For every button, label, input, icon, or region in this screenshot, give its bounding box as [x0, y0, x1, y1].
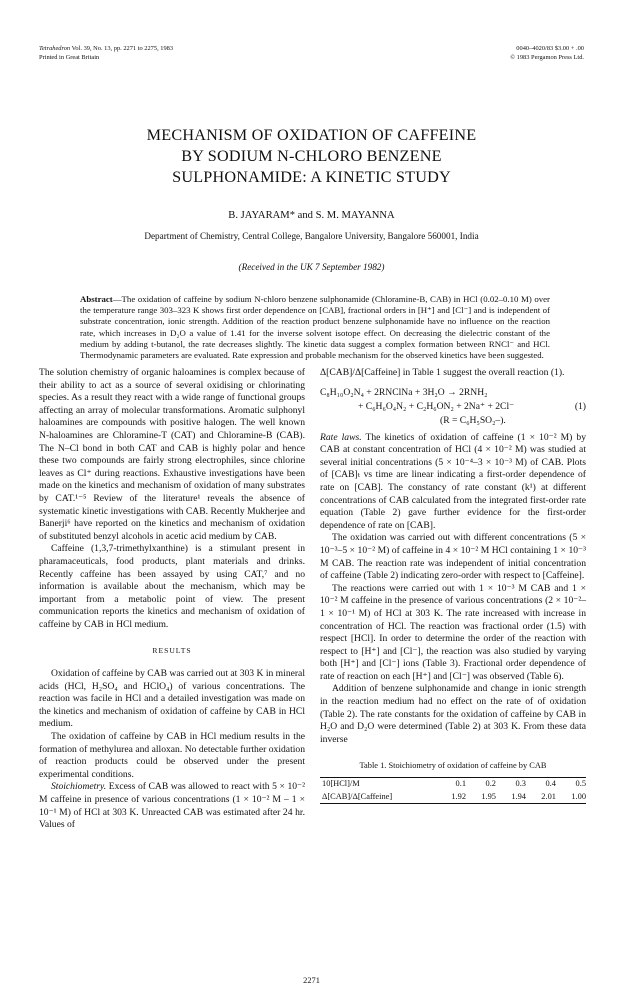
printed-location: Printed in Great Britain	[39, 54, 100, 61]
journal-volume: Vol. 39, No. 13, pp. 2271 to 2275, 1983	[70, 45, 174, 52]
hcl-order-paragraph: The reactions were carried out with 1 × 10⁻³ M CAB and 1 × 10⁻² M caffeine in the presence of various concentrations (2 × 10⁻²–1 × 10⁻¹ M) of HCl at 303 K. The rate increased with increase in concentration of HCl. The reaction was fractional order (1.5) with respect [HCl]. In order to determine the order of the reaction with respect to [H⁺] and [Cl⁻], the reaction was also studied by varying both [H⁺] and [Cl⁻] ions (Table 3). Fractional order dependence of rate of reaction on each [H⁺] and [Cl⁻] was observed (Table 6).	[320, 582, 586, 682]
journal-name: Tetrahedron	[39, 45, 71, 52]
table-cell: 0.2	[466, 778, 496, 791]
table-1-caption: Table 1. Stoichiometry of oxidation of caffeine by CAB	[359, 761, 547, 771]
table-row	[320, 791, 586, 804]
equation-line-3: (R = C₆H₅SO₂–).	[440, 414, 506, 426]
equation-line-1: C₈H₁₀O₂N₄ + 2RNClNa + 3H₂O → 2RNH₂	[320, 386, 488, 398]
table-cell: 1.00	[556, 791, 586, 804]
intro-paragraph: The solution chemistry of organic haloamines is complex because of their ability to act as a source of several oxidising or chlorinating species. As a result they react with a wide range of functional groups affecting an array of molecular transformations. Aromatic sulphonyl haloamines are compounds with positive halogen. The well known N-haloamines are Chloramine-T (CAT) and Chloramine-B (CAB). The N–Cl bond in both CAT and CAB is highly polar and hence these two compounds are fairly strong electrophiles, since chlorine leaves as Cl⁺ during reactions. Exhaustive investigations have been made on the kinetics and mechanism of oxidation of many substrates by CAT.¹⁻⁵ Review of the literature¹ reveals the absence of systematic kinetic investigations with CAB. Recently Mukherjee and Banerji⁶ have reported on the kinetics and mechanism of oxidation of substituted benzyl alcohols in acetic acid medium by CAB.	[39, 367, 305, 542]
equation-line-2: + C₆H₆O₄N₂ + C₂H₆ON₂ + 2Na⁺ + 2Cl⁻	[358, 400, 515, 412]
table-row-label: Δ[CAB]/Δ[Caffeine]	[320, 791, 436, 804]
table-cell: 1.92	[436, 791, 466, 804]
results-paragraph-1: Oxidation of caffeine by CAB was carried out at 303 K in mineral acids (HCl, H₂SO₄ and HClO₄) of various concentrations. The reaction was facile in HCl and a detailed investigation was made on the kinetics and mechanism of oxidation of caffeine by CAB in HCl medium.	[39, 668, 305, 730]
caffeine-order-paragraph: The oxidation was carried out with different concentrations (5 × 10⁻³–5 × 10⁻² M) of caffeine in 4 × 10⁻² M HCl containing 1 × 10⁻³ M CAB. The reaction rate was independent of initial concentration of caffeine (Table 2) indicating zero-order with respect to [Caffeine].	[320, 532, 586, 582]
journal-header-left	[39, 44, 173, 62]
table-cell: 2.01	[526, 791, 556, 804]
received-date: (Received in the UK 7 September 1982)	[238, 262, 385, 272]
journal-header-right	[510, 44, 584, 62]
table-cell: 1.95	[466, 791, 496, 804]
abstract-text: —The oxidation of caffeine by sodium N-chloro benzene sulphonamide (Chloramine-B, CAB) in HCl (0.02–0.10 M) over the temperature range 303–323 K shows first order dependence on [CAB], fractional orders in [H⁺] and [Cl⁻] and is independent of substrate concentration, ionic strength. Addition of the reaction product benzene sulphonamide have no influence on the reaction rate, which increases in D₂O a value of 1.41 for the inverse solvent isotope effect. On decreasing the dielectric constant of the medium by adding t-butanol, the rate decreases slightly. The kinetic data suggest a complex formation between RNCl⁻ and HCl. Thermodynamic parameters are evaluated. Rate expression and probable mechanism for the observed kinetics have been suggested.	[80, 294, 550, 361]
table-cell: 1.94	[496, 791, 526, 804]
reaction-equation	[320, 386, 586, 428]
reaction-intro: Δ[CAB]/Δ[Caffeine] in Table 1 suggest the overall reaction (1).	[320, 367, 565, 378]
table-1	[320, 777, 586, 804]
page-number: 2271	[303, 976, 320, 985]
abstract	[80, 294, 550, 361]
title-line: BY SODIUM N-CHLORO BENZENE	[181, 147, 442, 165]
table-row	[320, 778, 586, 791]
sulphonamide-paragraph: Addition of benzene sulphonamide and change in ionic strength in the reaction medium had no effect on the rate of of oxidation (Table 2). The rate constants for the oxidation of caffeine by CAB in H₂O and D₂O were determined (Table 2) at 303 K. From these data inverse	[320, 683, 586, 745]
equation-number: (1)	[574, 400, 586, 412]
abstract-label: Abstract	[80, 294, 113, 304]
right-column	[320, 367, 586, 804]
results-heading: RESULTS	[152, 646, 192, 656]
article-code: 0040–4020/83 $3.00 + .00	[516, 45, 584, 52]
rate-laws-text: The kinetics of oxidation of caffeine (1 × 10⁻² M) by CAB at constant concentration of HCl (4 × 10⁻² M) was studied at several initial concentrations (5 × 10⁻⁴–3 × 10⁻³ M) of CAB. Plots of [CAB]ₜ vs time are linear indicating a first-order dependence of rate on [CAB]. The constancy of rate constant (k¹) at different concentrations of CAB calculated from the integrated first-order rate equation (Table 2) gave further evidence for the first-order dependence of rate on [CAB].	[320, 431, 586, 531]
results-paragraph-2: The oxidation of caffeine by CAB in HCl medium results in the formation of methylurea and alloxan. No detectable further oxidation of reaction products could be observed under the present experimental conditions.	[39, 731, 305, 780]
left-column	[39, 367, 305, 832]
table-cell: 0.5	[556, 778, 586, 791]
affiliation: Department of Chemistry, Central College, Bangalore University, Bangalore 560001, India	[144, 231, 479, 241]
title-line: MECHANISM OF OXIDATION OF CAFFEINE	[146, 126, 477, 144]
caffeine-paragraph: Caffeine (1,3,7-trimethylxanthine) is a stimulant present in pharamaceuticals, food products, plant materials and drinks. Recently caffeine has been assayed by using CAT,⁷ and no information is available about the mechanism, which may be important from a metabolic point of view. The present communication reports the kinetics and mechanism of oxidation of caffeine by CAB in HCl medium.	[39, 543, 305, 630]
paper-title	[60, 125, 563, 188]
table-row-label: 10[HCl]/M	[320, 778, 436, 791]
stoichiometry-text: Excess of CAB was allowed to react with 5 × 10⁻² M caffeine in presence of various concentrations (1 × 10⁻² M – 1 × 10⁻¹ M) of HCl at 303 K. Unreacted CAB was estimated after 24 hr. Values of	[39, 781, 305, 831]
table-cell: 0.3	[496, 778, 526, 791]
rate-laws-paragraph	[320, 432, 586, 533]
stoichiometry-label: Stoichiometry.	[51, 781, 107, 793]
stoichiometry-paragraph	[39, 781, 305, 831]
title-line: SULPHONAMIDE: A KINETIC STUDY	[172, 168, 451, 186]
rate-laws-label: Rate laws.	[320, 431, 362, 443]
copyright: © 1983 Pergamon Press Ltd.	[510, 54, 584, 61]
table-cell: 0.1	[436, 778, 466, 791]
table-cell: 0.4	[526, 778, 556, 791]
authors: B. JAYARAM* and S. M. MAYANNA	[228, 210, 395, 221]
